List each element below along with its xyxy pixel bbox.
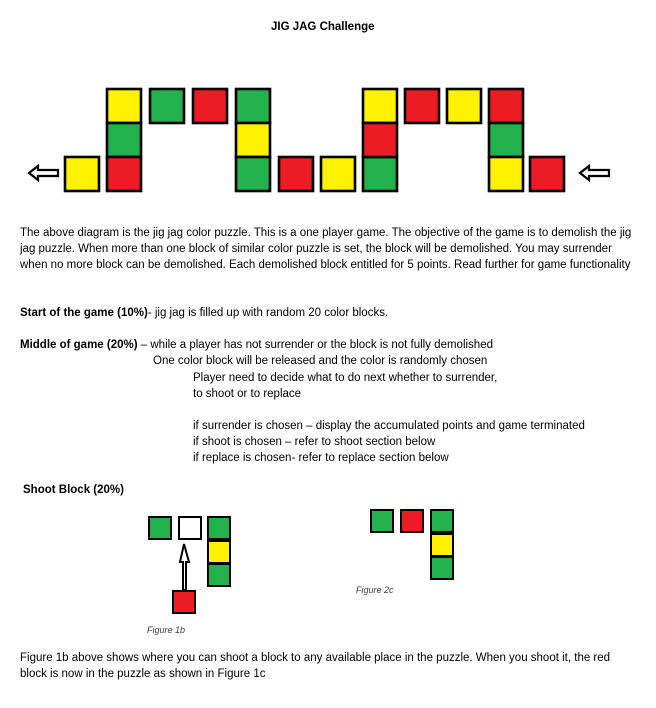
fig1b-block-green — [149, 517, 171, 539]
fig2c-block-green — [431, 510, 453, 532]
start-section — [20, 305, 388, 321]
puzzle-block-red — [405, 89, 439, 123]
middle-line5: if surrender is chosen – display the accumulated points and game terminated — [193, 420, 585, 432]
right-arrow-icon — [580, 166, 609, 180]
shoot-heading: Shoot Block (20%) — [23, 484, 124, 496]
fig2c-block-yellow — [431, 534, 453, 556]
left-arrow-icon — [29, 166, 58, 180]
puzzle-block-green — [363, 157, 397, 191]
middle-line4: to shoot or to replace — [193, 388, 302, 400]
puzzle-block-red — [530, 157, 564, 191]
puzzle-block-green — [489, 123, 523, 157]
puzzle-block-green — [236, 89, 270, 123]
puzzle-block-green — [150, 89, 184, 123]
figure-2c-caption: Figure 2c — [356, 585, 394, 595]
fig2c-block-red — [401, 510, 423, 532]
puzzle-block-yellow — [65, 157, 99, 191]
puzzle-block-yellow — [236, 123, 270, 157]
fig1b-block-green — [208, 517, 230, 539]
shot-block-red — [173, 591, 195, 613]
puzzle-block-yellow — [489, 157, 523, 191]
start-label: Start of the game (10%) — [20, 307, 148, 319]
puzzle-block-green — [236, 157, 270, 191]
fig1b-block-green — [208, 564, 230, 586]
puzzle-block-yellow — [321, 157, 355, 191]
figure-1b-caption: Figure 1b — [147, 625, 186, 635]
fig2c-block-green — [371, 510, 393, 532]
figure-1b-diagram — [149, 517, 230, 613]
puzzle-block-yellow — [107, 89, 141, 123]
middle-line7: if replace is chosen- refer to replace section below — [193, 452, 449, 464]
puzzle-block-red — [489, 89, 523, 123]
start-text: - jig jag is filled up with random 20 color blocks. — [147, 307, 389, 319]
fig1b-block-yellow — [208, 541, 230, 563]
puzzle-block-red — [363, 123, 397, 157]
page-title: JIG JAG Challenge — [271, 21, 375, 33]
fig2c-block-green — [431, 557, 453, 579]
arrow-up-icon — [180, 544, 189, 590]
puzzle-block-red — [279, 157, 313, 191]
footer-paragraph: Figure 1b above shows where you can shoot a block to any available place in the puzzle. When you shoot it, the red block is now in the puzzle as shown in Figure 1c — [20, 652, 611, 681]
puzzle-block-red — [193, 89, 227, 123]
middle-label: Middle of game (20%) — [20, 339, 138, 351]
puzzle-block-green — [107, 123, 141, 157]
intro-paragraph: The above diagram is the jig jag color puzzle. This is a one player game. The objective of the game is to demolish the jig jag puzzle. When more than one block of similar color puzzle is set, the block will be demolished. You may surrender when no more block can be demolished. Each demolished block entitled for 5 points. Read further for game functionality — [20, 227, 632, 272]
middle-section-line1 — [20, 337, 493, 353]
puzzle-block-yellow — [447, 89, 481, 123]
middle-line6: if shoot is chosen – refer to shoot section below — [193, 436, 436, 448]
puzzle-block-red — [107, 157, 141, 191]
middle-line3: Player need to decide what to do next whether to surrender, — [193, 372, 498, 384]
middle-line2: One color block will be released and the color is randomly chosen — [153, 355, 488, 367]
fig1b-block-white — [179, 517, 201, 539]
puzzle-block-yellow — [363, 89, 397, 123]
middle-line1: – while a player has not surrender or the block is not fully demolished — [137, 339, 493, 351]
figure-2c-diagram — [371, 510, 453, 579]
